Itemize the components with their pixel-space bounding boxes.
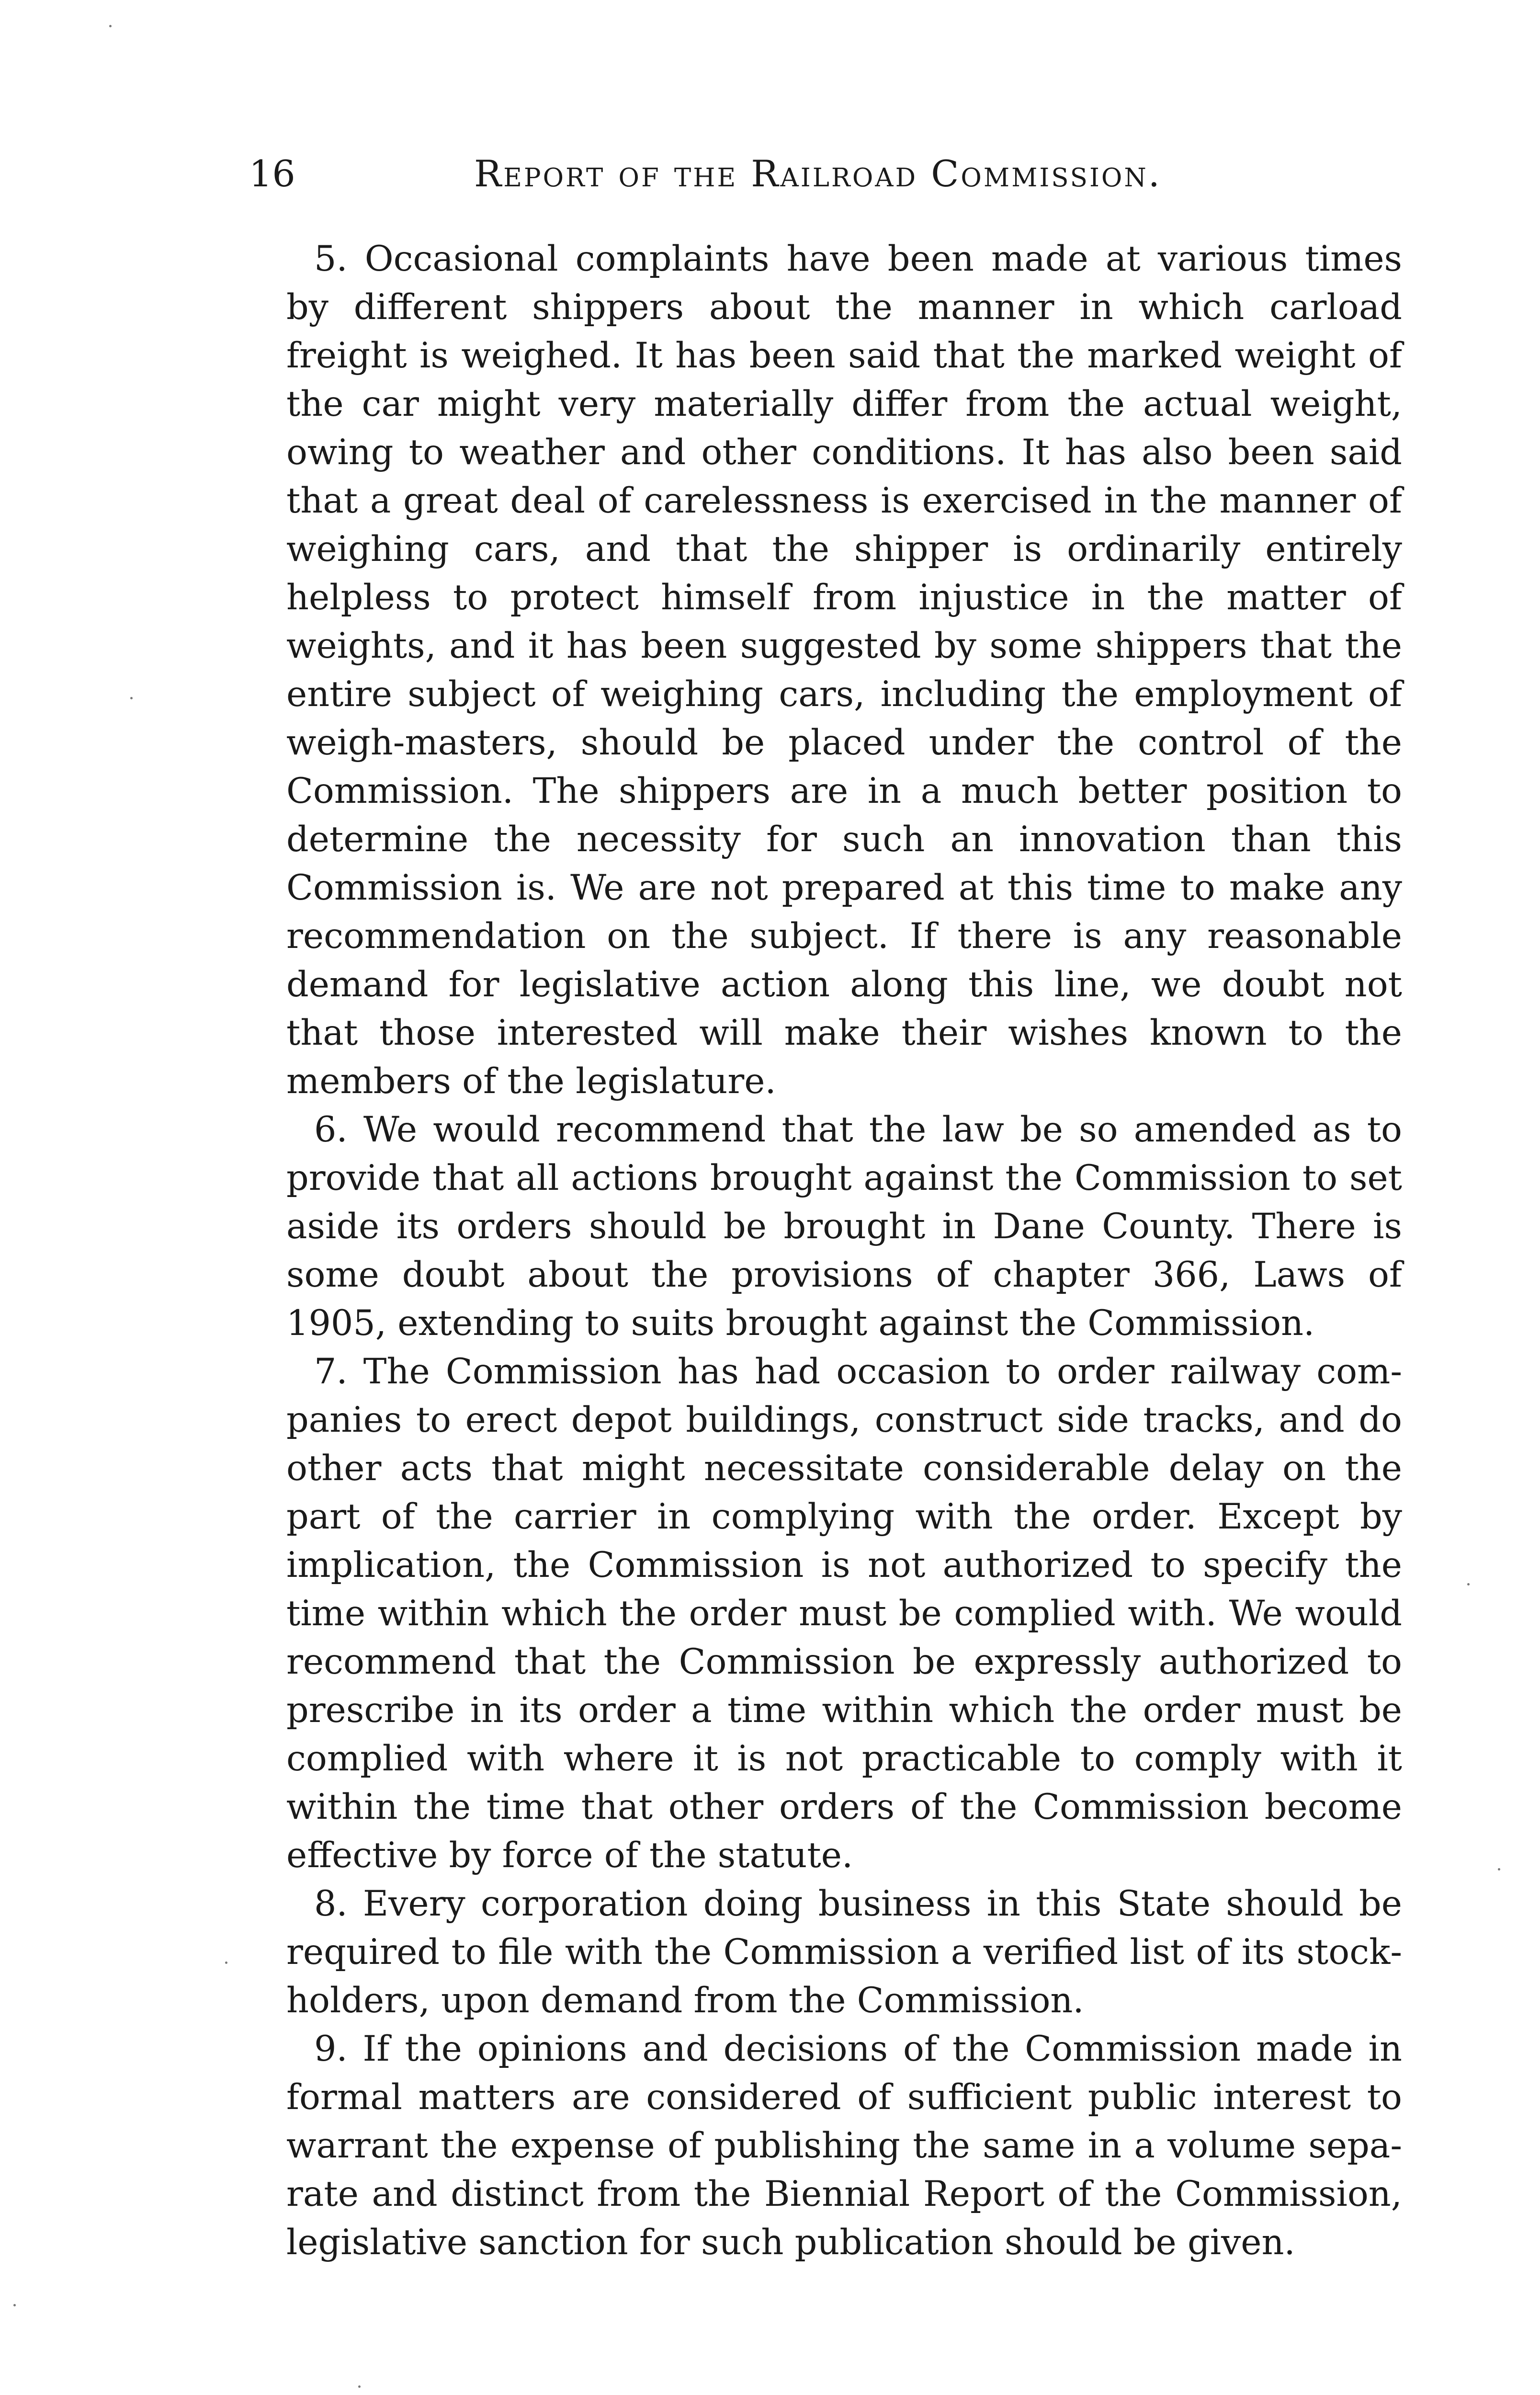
paragraph-6: 6. We would recommend that the law be so amended as to provide that all actions brought against the Commission to set aside its orders should be brought in Dane County. There is some doubt about the provisions of chapter 366, Laws of 1905, extending to suits brought against the Commission. — [286, 1109, 1402, 1344]
page-header — [249, 137, 1437, 213]
paragraph-5: 5. Occasional complaints have been made at various times by different shippers about the manner in which carload freight is weighed. It has been said that the marked weight of the car might very materially differ from the actual weight, owing to weather and other conditions. It has also been said that a great deal of carelessness is exercised in the manner of weighing cars, and that the shipper is ordinarily entirely helpless to protect himself from injustice in the matter of weights, and it has been suggested by some shippers that the entire subject of weighing cars, including the employment of weigh-masters, should be placed under the control of the Commission. The shippers are in a much better position to determine the necessity for such an innovation than this Commission is. We are not prepared at this time to make any recommendation on the subject. If there is any reasonable demand for legislative action along this line, we doubt not that those interested will make their wishes known to the members of the legislature. — [286, 239, 1402, 1102]
speck — [225, 1962, 227, 1964]
speck — [130, 697, 133, 699]
speck — [13, 2304, 16, 2306]
speck — [358, 2385, 361, 2388]
speck — [1467, 1583, 1470, 1585]
paragraph-9: 9. If the opinions and decisions of the Commission made in formal matters are considered of sufficient public interest to warrant the expense of publishing the same in a volume separate and distinct from the Biennial Report of the Commission, legislative sanction for such publication should be given. — [286, 2029, 1402, 2263]
paragraph-7: 7. The Commission has had occasion to order railway companies to erect depot buildings, construct side tracks, and do other acts that might necessitate considerable delay on the part of the carrier in complying with the order. Except by implication, the Commission is not authorized to specify the time within which the order must be complied with. We would recommend that the Commission be expressly authorized to prescribe in its order a time within which the order must be complied with where it is not practicable to comply with it within the time that other orders of the Commission become effective by force of the statute. — [286, 1351, 1402, 1876]
paragraph-8: 8. Every corporation doing business in this State should be required to file with the Commission a verified list of its stockholders, upon demand from the Commission. — [286, 1883, 1402, 2021]
page-number: 16 — [249, 152, 295, 195]
running-title: Report of the Railroad Commission. — [474, 152, 1162, 195]
speck — [109, 25, 112, 27]
speck — [1498, 1868, 1500, 1870]
page-body — [286, 235, 1402, 2267]
